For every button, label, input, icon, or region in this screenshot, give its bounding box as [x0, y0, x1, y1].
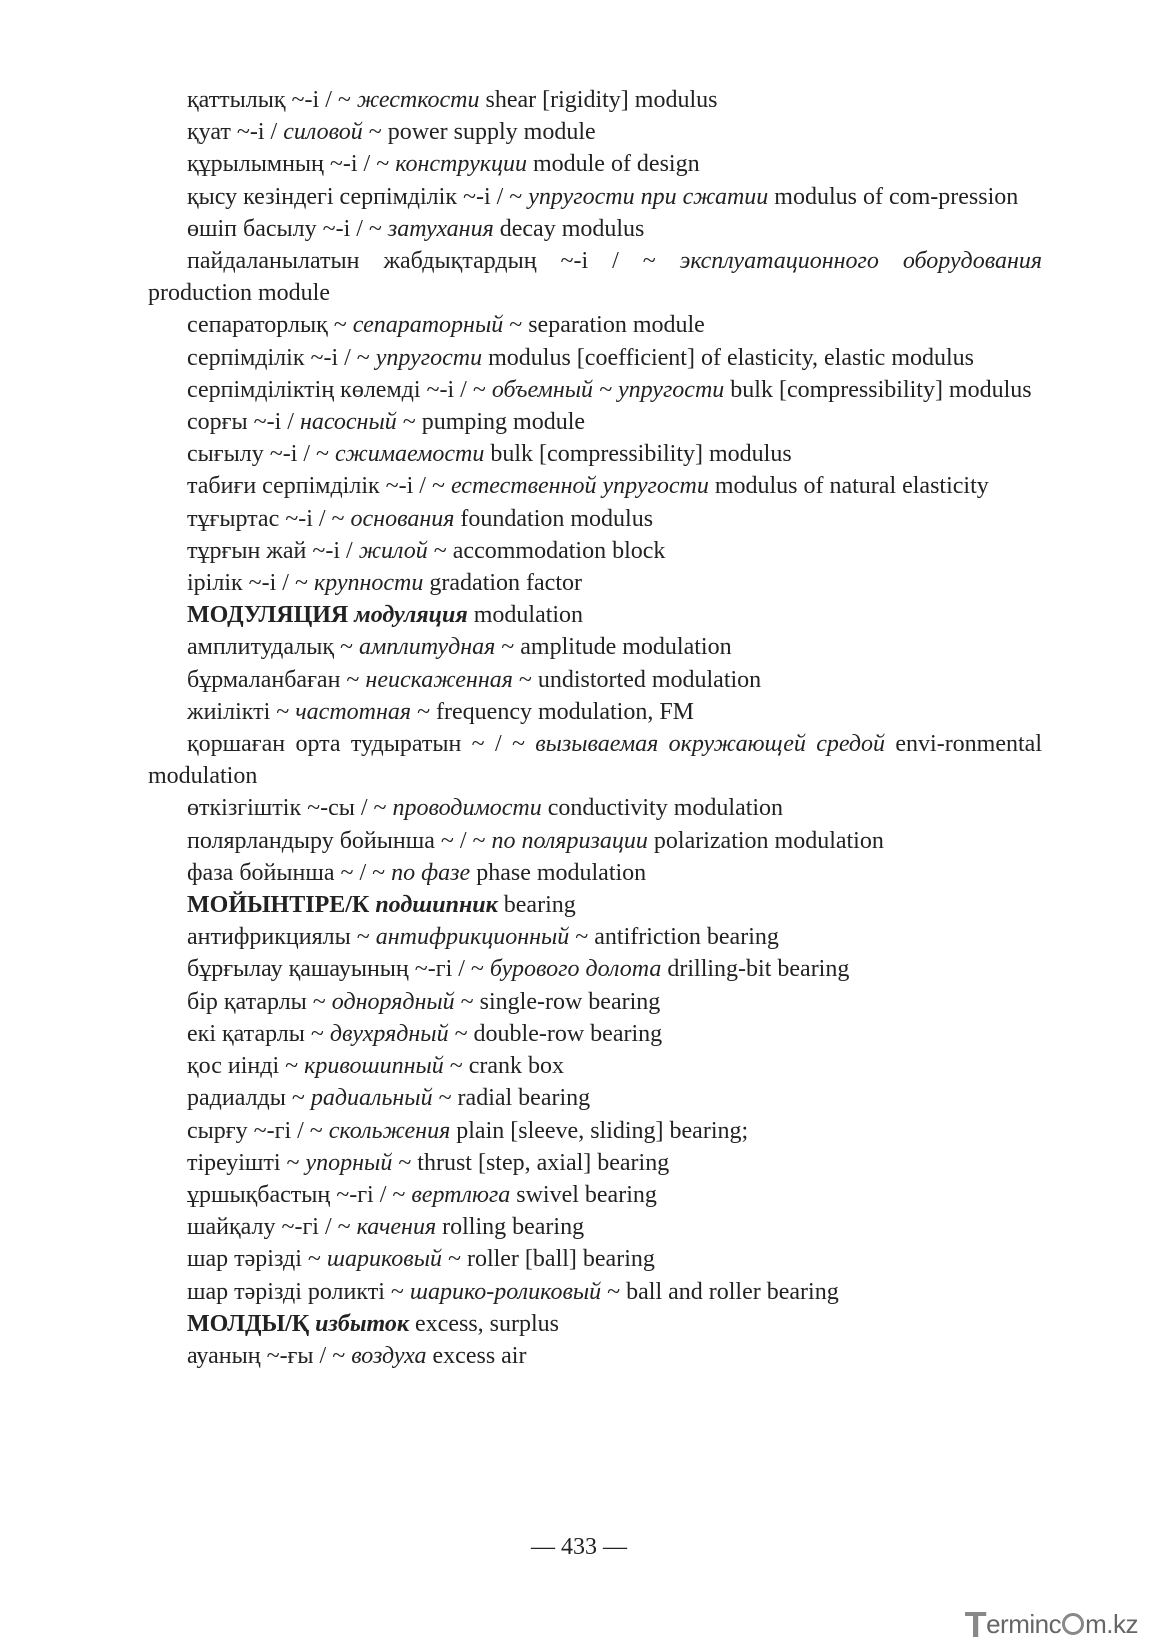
english-term: plain [sleeve, sliding] bearing; — [456, 1117, 749, 1144]
kazakh-term: серпімділіктің көлемді ~-і / ~ — [187, 376, 486, 403]
watermark-logo — [965, 1604, 1138, 1646]
dictionary-entry — [148, 953, 1042, 985]
kazakh-term: серпімділік ~-і / ~ — [187, 344, 370, 371]
watermark-middle: erminc — [986, 1609, 1062, 1639]
headword-entry — [148, 599, 1042, 631]
russian-term: избыток — [315, 1310, 410, 1337]
russian-term: жилой — [358, 537, 428, 564]
english-term: gradation factor — [429, 570, 582, 597]
english-term: conductivity modulation — [547, 795, 784, 822]
russian-term: воздуха — [351, 1342, 427, 1369]
kazakh-term: бұрмаланбаған ~ — [187, 666, 360, 693]
english-term: ~ ball and roller bearing — [607, 1278, 839, 1305]
english-term: production module — [148, 280, 330, 307]
russian-term: двухрядный — [329, 1020, 449, 1047]
dictionary-entry — [148, 1179, 1042, 1211]
russian-term: упорный — [305, 1149, 393, 1176]
dictionary-entry — [148, 245, 1042, 309]
russian-term: шариковый — [326, 1246, 442, 1273]
dictionary-entry — [148, 148, 1042, 180]
kazakh-term: шар тәрізді ~ — [187, 1246, 321, 1273]
english-term: drilling-bit bearing — [667, 956, 850, 983]
dictionary-entry — [148, 986, 1042, 1018]
russian-term: естественной упругости — [450, 473, 709, 500]
russian-term: по фазе — [391, 859, 471, 886]
dictionary-entry — [148, 696, 1042, 728]
dictionary-entry — [148, 213, 1042, 245]
english-term: ~ separation module — [509, 312, 705, 339]
english-term: bearing — [503, 892, 576, 919]
dictionary-entry — [148, 406, 1042, 438]
russian-term: объемный ~ упругости — [491, 376, 725, 403]
kazakh-term: тұрғын жай ~-і / — [187, 537, 353, 564]
kazakh-term: тіреуішті ~ — [187, 1149, 300, 1176]
english-term: rolling bearing — [442, 1214, 585, 1241]
dictionary-entry — [148, 664, 1042, 696]
kazakh-term: қысу кезіндегі серпімділік ~-і / ~ — [187, 183, 523, 210]
english-term: excess, surplus — [415, 1310, 559, 1337]
russian-term: по поляризации — [491, 827, 648, 854]
kazakh-term: фаза бойынша ~ / ~ — [187, 859, 386, 886]
dictionary-entry — [148, 1018, 1042, 1050]
russian-term: подшипник — [375, 892, 498, 919]
kazakh-term: өшіп басылу ~-і / ~ — [187, 215, 382, 242]
watermark-suffix: m.kz — [1085, 1609, 1138, 1639]
russian-term: проводимости — [392, 795, 542, 822]
english-term: phase modulation — [476, 859, 647, 886]
kazakh-term: сорғы ~-і / — [187, 409, 294, 436]
english-term: modulus of natural elasticity — [714, 473, 989, 500]
english-term: ~ double-row bearing — [454, 1020, 663, 1047]
russian-term: неискаженная — [365, 666, 513, 693]
russian-term: амплитудная — [358, 634, 496, 661]
dictionary-entry — [148, 1243, 1042, 1275]
english-term: bulk [compressibility] modulus — [730, 376, 1032, 403]
english-term: ~ power supply module — [368, 119, 596, 146]
headword-entry — [148, 1308, 1042, 1340]
dictionary-entry — [148, 857, 1042, 889]
english-term: modulation — [473, 602, 584, 629]
kazakh-term: МОЛДЫ/Қ — [187, 1310, 310, 1337]
dictionary-entry — [148, 503, 1042, 535]
dictionary-entry — [148, 567, 1042, 599]
russian-term: бурового долота — [489, 956, 662, 983]
kazakh-term: қаттылық ~-і / ~ — [187, 87, 351, 113]
kazakh-term: қос иінді ~ — [187, 1053, 299, 1080]
russian-term: упругости при сжатии — [528, 183, 769, 210]
dictionary-entry — [148, 825, 1042, 857]
kazakh-term: сырғу ~-гі / ~ — [187, 1117, 323, 1144]
english-term: module of design — [532, 151, 700, 178]
english-term: shear [rigidity] modulus — [485, 87, 718, 113]
kazakh-term: сығылу ~-і / ~ — [187, 441, 330, 468]
english-term: ~ radial bearing — [438, 1085, 591, 1112]
english-term: excess air — [432, 1342, 527, 1369]
entry-list — [148, 84, 1042, 1372]
english-term: ~ roller [ball] bearing — [447, 1246, 655, 1273]
russian-term: антифрикционный — [375, 924, 570, 951]
kazakh-term: МОДУЛЯЦИЯ — [187, 602, 349, 629]
english-term: ~ single-row bearing — [460, 988, 661, 1015]
dictionary-entry — [148, 116, 1042, 148]
kazakh-term: полярландыру бойынша ~ / ~ — [187, 827, 486, 854]
russian-term: жесткости — [356, 87, 480, 113]
kazakh-term: бір қатарлы ~ — [187, 988, 326, 1015]
russian-term: эксплуатационного оборудования — [679, 248, 1043, 275]
kazakh-term: қоршаған орта тудыратын ~ / ~ — [187, 731, 525, 758]
russian-term: однорядный — [331, 988, 455, 1015]
kazakh-term: шар тәрізді роликті ~ — [187, 1278, 404, 1305]
english-term: ~ amplitude modulation — [501, 634, 732, 661]
dictionary-entry — [148, 792, 1042, 824]
kazakh-term: өткізгіштік ~-сы / ~ — [187, 795, 387, 822]
russian-term: крупности — [313, 570, 424, 597]
kazakh-term: антифрикциялы ~ — [187, 924, 370, 951]
watermark-prefix: T — [964, 1604, 987, 1645]
dictionary-entry — [148, 1082, 1042, 1114]
russian-term: сжимаемости — [335, 441, 485, 468]
dictionary-entry — [148, 181, 1042, 213]
russian-term: вертлюга — [411, 1181, 511, 1208]
english-term: ~ undistorted modulation — [518, 666, 762, 693]
dictionary-entry — [148, 631, 1042, 663]
english-term: ~ thrust [step, axial] bearing — [398, 1149, 670, 1176]
kazakh-term: қуат ~-і / — [187, 119, 278, 146]
russian-term: скольжения — [328, 1117, 451, 1144]
dictionary-entry — [148, 84, 1042, 116]
russian-term: основания — [350, 505, 455, 532]
kazakh-term: сепараторлық ~ — [187, 312, 347, 339]
russian-term: насосный — [299, 409, 397, 436]
dictionary-entry — [148, 1340, 1042, 1372]
english-term: ~ pumping module — [402, 409, 586, 436]
english-term: ~ crank box — [449, 1053, 565, 1080]
russian-term: сепараторный — [352, 312, 504, 339]
headword-entry — [148, 889, 1042, 921]
magnifier-icon — [1062, 1613, 1084, 1635]
kazakh-term: амплитудалық ~ — [187, 634, 353, 661]
dictionary-entry — [148, 921, 1042, 953]
kazakh-term: ауаның ~-ғы / ~ — [187, 1342, 346, 1369]
kazakh-term: ұршықбастың ~-гі / ~ — [187, 1181, 406, 1208]
kazakh-term: тұғыртас ~-і / ~ — [187, 505, 345, 532]
dictionary-entry — [148, 342, 1042, 374]
english-term: decay modulus — [499, 215, 645, 242]
english-term: ~ antifriction bearing — [575, 924, 779, 951]
kazakh-term: екі қатарлы ~ — [187, 1020, 324, 1047]
russian-term: затухания — [387, 215, 494, 242]
english-term: bulk [compressibility] modulus — [490, 441, 792, 468]
dictionary-entry — [148, 1276, 1042, 1308]
kazakh-term: радиалды ~ — [187, 1085, 305, 1112]
kazakh-term: ірілік ~-і / ~ — [187, 570, 308, 597]
russian-term: модуляция — [354, 602, 468, 629]
dictionary-entry — [148, 728, 1042, 792]
english-term: ~ frequency modulation, FM — [417, 698, 694, 725]
russian-term: конструкции — [395, 151, 527, 178]
english-term: polarization modulation — [653, 827, 884, 854]
kazakh-term: пайдаланылатын жабдықтардың ~-і / ~ — [187, 248, 656, 275]
russian-term: качения — [356, 1214, 437, 1241]
dictionary-entry — [148, 535, 1042, 567]
english-term: foundation modulus — [460, 505, 654, 532]
russian-term: вызываемая окружающей средой — [535, 731, 886, 758]
russian-term: силовой — [283, 119, 363, 146]
dictionary-entry — [148, 1211, 1042, 1243]
russian-term: упругости — [375, 344, 483, 371]
kazakh-term: МОЙЫНТІРЕ/К — [187, 892, 370, 919]
russian-term: радиальный — [310, 1085, 433, 1112]
kazakh-term: бұрғылау қашауының ~-гі / ~ — [187, 956, 484, 983]
dictionary-entry — [148, 1147, 1042, 1179]
kazakh-term: құрылымның ~-і / ~ — [187, 151, 390, 178]
kazakh-term: жиілікті ~ — [187, 698, 290, 725]
page-number: — 433 — — [531, 1534, 627, 1560]
english-term: modulus [coefficient] of elasticity, elastic modulus — [488, 344, 974, 371]
dictionary-entry — [148, 1115, 1042, 1147]
dictionary-entry — [148, 438, 1042, 470]
russian-term: частотная — [295, 698, 412, 725]
english-term: modulus of com-pression — [774, 183, 1019, 210]
kazakh-term: шайқалу ~-гі / ~ — [187, 1214, 351, 1241]
kazakh-term: табиғи серпімділік ~-і / ~ — [187, 473, 445, 500]
russian-term: шарико-роликовый — [409, 1278, 602, 1305]
dictionary-entry — [148, 1050, 1042, 1082]
english-term: ~ accommodation block — [433, 537, 666, 564]
english-term: envi-ronmental modulation — [148, 731, 1042, 790]
english-term: swivel bearing — [516, 1181, 657, 1208]
dictionary-entry — [148, 470, 1042, 502]
dictionary-entry — [148, 374, 1042, 406]
russian-term: кривошипный — [304, 1053, 444, 1080]
dictionary-entry — [148, 309, 1042, 341]
